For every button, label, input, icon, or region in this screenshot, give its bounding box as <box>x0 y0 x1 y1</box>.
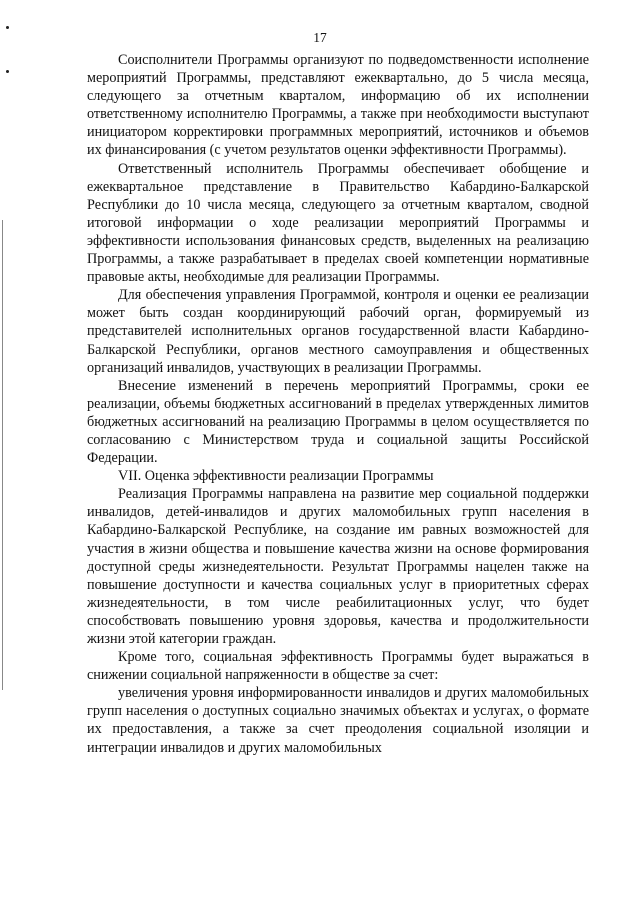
paragraph: увеличения уровня информированности инвалидов и других маломобильных групп населения о доступных социально значимых объектах и услугах, о формате их предоставления, а также за счет преодоления социальной изоляции и интеграции инвалидов и других маломобильных <box>87 685 589 756</box>
paragraph: Внесение изменений в перечень мероприятий Программы, сроки ее реализации, объемы бюджетных ассигнований в пределах утвержденных лимитов бюджетных ассигнований на реализацию Программы в целом осуществляется по согласованию с Министерством труда и социальной защиты Российской Федерации. <box>87 377 589 467</box>
scan-mark <box>6 26 9 29</box>
paragraph: Кроме того, социальная эффективность Программы будет выражаться в снижении социальной напряженности в обществе за счет: <box>87 649 589 684</box>
scan-mark <box>6 70 9 73</box>
scan-edge-line <box>2 220 3 690</box>
page-number: 17 <box>313 30 327 45</box>
paragraph: Реализация Программы направлена на развитие мер социальной поддержки инвалидов, детей-инвалидов и других маломобильных групп населения в Кабардино-Балкарской Республике, на создание им равных возможностей для участия в жизни общества и повышение качества жизни на основе формирования доступной среды жизнедеятельности. Результат Программы нацелен также на повышение доступности и качества социальных услуг в приоритетных сферах жизнедеятельности, в том числе реабилитационных услуг, что будет способствовать повышению уровня здоровья, качества и продолжительности жизни этой категории граждан. <box>87 486 589 647</box>
document-body <box>87 51 589 757</box>
section-heading: VII. Оценка эффективности реализации Программы <box>118 468 434 485</box>
paragraph: Для обеспечения управления Программой, контроля и оценки ее реализации может быть создан координирующий рабочий орган, формируемый из представителей исполнительных органов государственной власти Кабардино-Балкарской Республики, органов местного самоуправления и общественных организаций инвалидов, участвующих в реализации Программы. <box>87 287 589 376</box>
paragraph: Ответственный исполнитель Программы обеспечивает обобщение и ежеквартальное представление в Правительство Кабардино-Балкарской Республики до 10 числа месяца, следующего за отчетным кварталом, сводной итоговой информации о ходе реализации мероприятий Программы и эффективности использования финансовых средств, выделенных на реализацию Программы, а также разрабатывает в пределах своей компетенции нормативные правовые акты, необходимые для реализации Программы. <box>87 160 589 286</box>
paragraph: Соисполнители Программы организуют по подведомственности исполнение мероприятий Программы, представляют ежеквартально, до 5 числа месяца, следующего за отчетным кварталом, информацию об их исполнении ответственному исполнителю Программы, а также при необходимости выступают инициатором корректировки программных мероприятий, источников и объемов их финансирования (с учетом результатов оценки эффективности Программы). <box>87 52 589 159</box>
